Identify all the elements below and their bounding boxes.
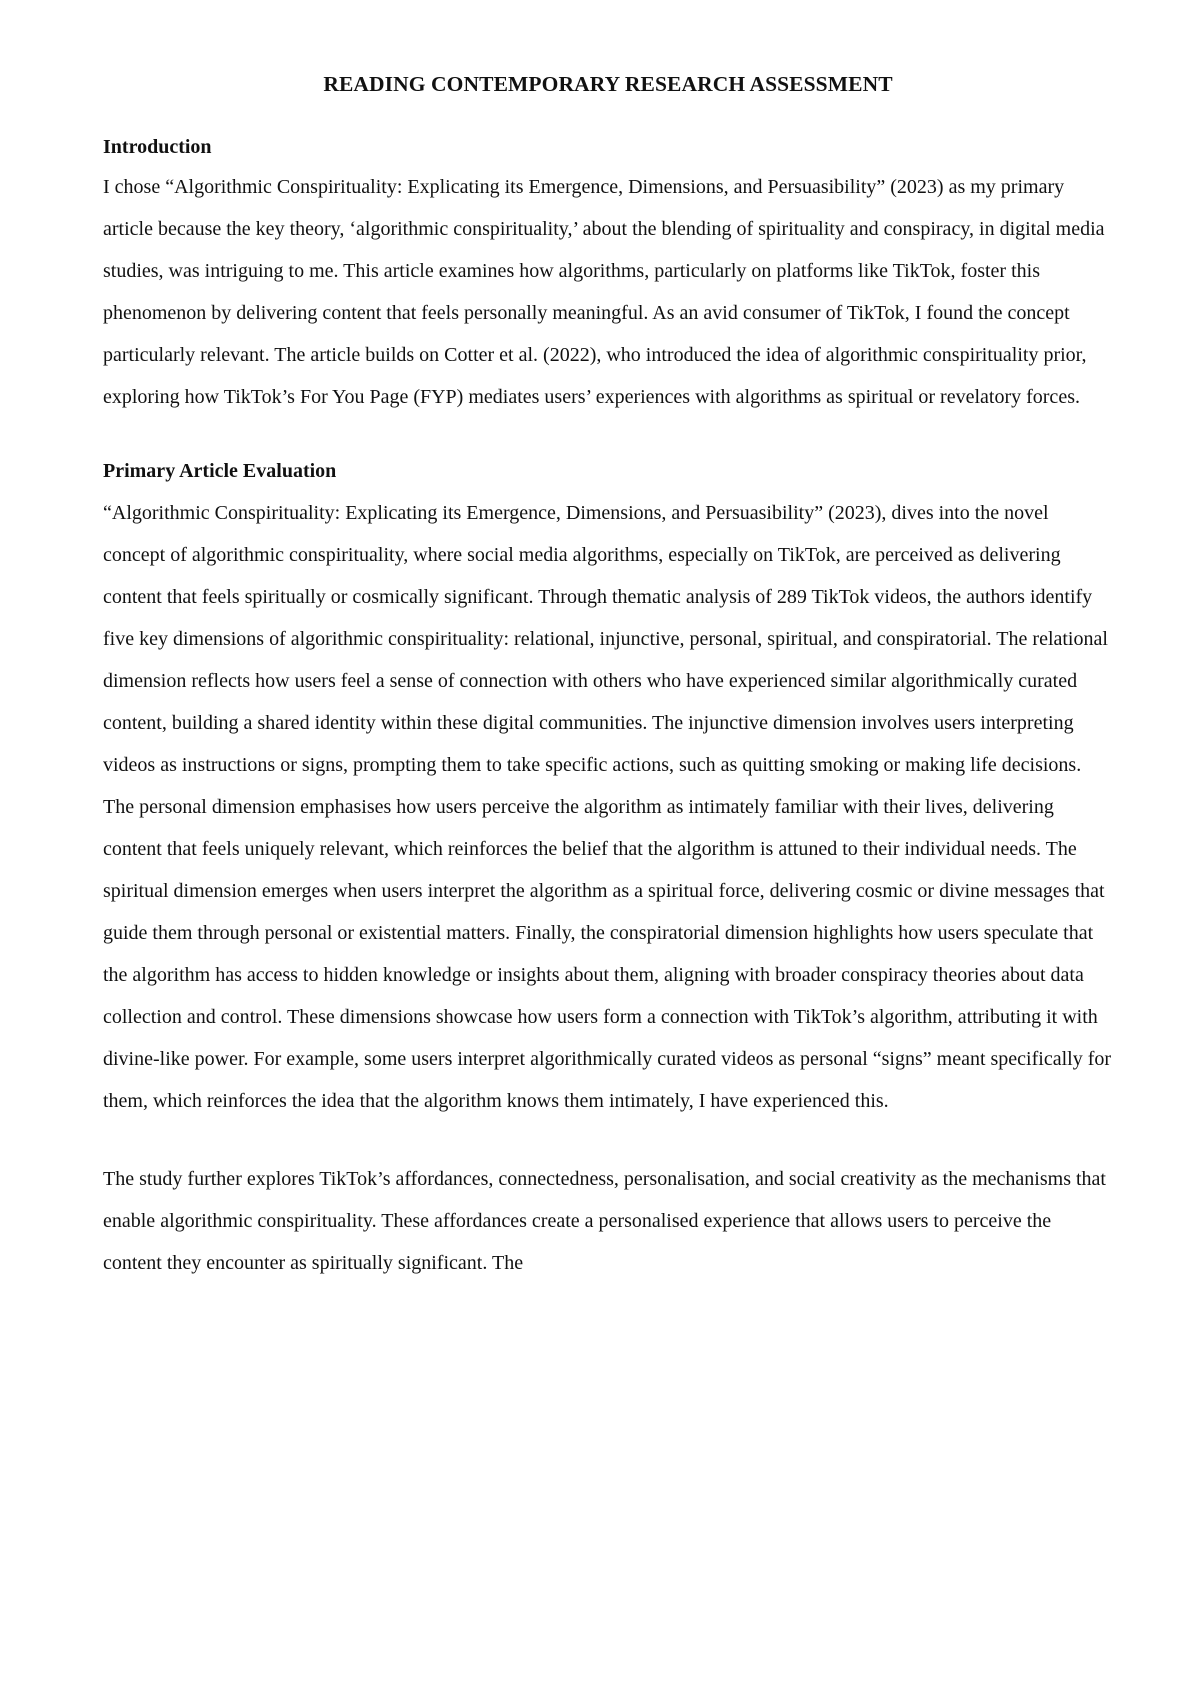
introduction-heading: Introduction [103,135,212,158]
primary-article-evaluation-heading: Primary Article Evaluation [103,459,337,482]
introduction-section [103,134,1113,418]
evaluation-paragraph-1: “Algorithmic Conspirituality: Explicating its Emergence, Dimensions, and Persuasibility” (2023), dives into the novel concept of algorithmic conspirituality, where social media algorithms, especially on TikTok, are perceived as delivering content that feels spiritually or cosmically significant. Through thematic analysis of 289 TikTok videos, the authors identify five key dimensions of algorithmic conspirituality: relational, injunctive, personal, spiritual, and conspiratorial. The relational dimension reflects how users feel a sense of connection with others who have experienced similar algorithmically curated content, building a shared identity within these digital communities. The injunctive dimension involves users interpreting videos as instructions or signs, prompting them to take specific actions, such as quitting smoking or making life decisions. The personal dimension emphasises how users perceive the algorithm as intimately familiar with their lives, delivering content that feels uniquely relevant, which reinforces the belief that the algorithm is attuned to their individual needs. The spiritual dimension emerges when users interpret the algorithm as a spiritual force, delivering cosmic or divine messages that guide them through personal or existential matters. Finally, the conspiratorial dimension highlights how users speculate that the algorithm has access to hidden knowledge or insights about them, aligning with broader conspiracy theories about data collection and control. These dimensions showcase how users form a connection with TikTok’s algorithm, attributing it with divine-like power. For example, some users interpret algorithmically curated videos as personal “signs” meant specifically for them, which reinforces the idea that the algorithm knows them intimately, I have experienced this. [103,501,1112,1112]
paragraph-spacer [103,1122,1113,1158]
evaluation-paragraph-2: The study further explores TikTok’s affordances, connectedness, personalisation, and social creativity as the mechanisms that enable algorithmic conspirituality. These affordances create a personalised experience that allows users to perceive the content they encounter as spiritually significant. The [103,1167,1106,1274]
document-title: READING CONTEMPORARY RESEARCH ASSESSMENT [323,72,893,96]
document-body [103,72,1113,1284]
section-spacer [103,418,1113,458]
primary-article-evaluation-section [103,458,1113,1284]
introduction-paragraph: I chose “Algorithmic Conspirituality: Explicating its Emergence, Dimensions, and Persuasibility” (2023) as my primary article because the key theory, ‘algorithmic conspirituality,’ about the blending of spirituality and conspiracy, in digital media studies, was intriguing to me. This article examines how algorithms, particularly on platforms like TikTok, foster this phenomenon by delivering content that feels personally meaningful. As an avid consumer of TikTok, I found the concept particularly relevant. The article builds on Cotter et al. (2022), who introduced the idea of algorithmic conspirituality prior, exploring how TikTok’s For You Page (FYP) mediates users’ experiences with algorithms as spiritual or revelatory forces. [103,175,1105,408]
